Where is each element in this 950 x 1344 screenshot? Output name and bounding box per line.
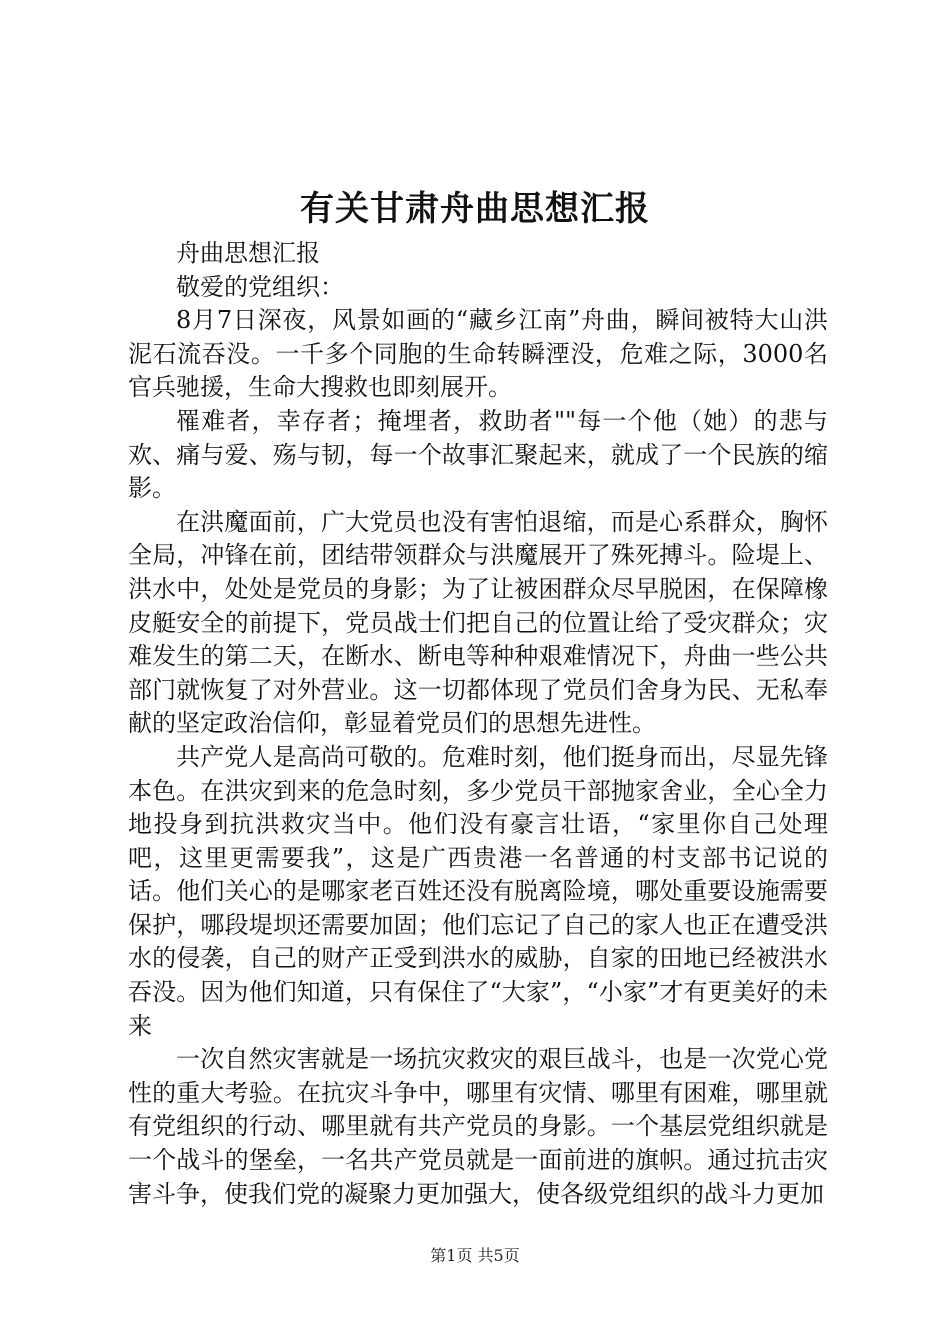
paragraph: 8月7日深夜，风景如画的“藏乡江南”舟曲，瞬间被特大山洪泥石流吞没。一千多个同胞的生命转瞬湮没，危难之际，3000名官兵驰援，生命大搜救也即刻展开。: [128, 306, 828, 402]
paragraph: 共产党人是高尚可敬的。危难时刻，他们挺身而出，尽显先锋本色。在洪灾到来的危急时刻，多少党员干部抛家舍业，全心全力地投身到抗洪救灾当中。他们没有豪言壮语，“家里你自己处理吧，这里更需要我”，这是广西贵港一名普通的村支部书记说的话。他们关心的是哪家老百姓还没有脱离险境，哪处重要设施需要保护，哪段堤坝还需要加固；他们忘记了自己的家人也正在遭受洪水的侵袭，自己的财产正受到洪水的威胁，自家的田地已经被洪水吞没。因为他们知道，只有保住了“大家”，“小家”才有更美好的未来: [128, 742, 828, 1040]
paragraph-subtitle: 舟曲思想汇报: [176, 239, 320, 267]
document-body: [128, 237, 828, 1211]
document-title: 有关甘肃舟曲思想汇报: [300, 189, 650, 229]
page-number-footer: 第1页 共5页: [430, 1246, 520, 1265]
paragraph-salutation: 敬爱的党组织：: [176, 272, 344, 301]
paragraph: 在洪魔面前，广大党员也没有害怕退缩，而是心系群众，胸怀全局，冲锋在前，团结带领群众与洪魔展开了殊死搏斗。险堤上、洪水中，处处是党员的身影；为了让被困群众尽早脱困，在保障橡皮艇安全的前提下，党员战士们把自己的位置让给了受灾群众；灾难发生的第二天，在断水、断电等种种艰难情况下，舟曲一些公共部门就恢复了对外营业。这一切都体现了党员们舍身为民、无私奉献的坚定政治信仰，彰显着党员们的思想先进性。: [128, 507, 828, 738]
paragraph: 罹难者，幸存者；掩埋者，救助者""每一个他（她）的悲与欢、痛与爱、殇与韧，每一个故事汇聚起来，就成了一个民族的缩影。: [128, 406, 828, 503]
paragraph: 一次自然灾害就是一场抗灾救灾的艰巨战斗，也是一次党心党性的重大考验。在抗灾斗争中，哪里有灾情、哪里有困难，哪里就有党组织的行动、哪里就有共产党员的身影。一个基层党组织就是一个战斗的堡垒，一名共产党员就是一面前进的旗帜。通过抗击灾害斗争，使我们党的凝聚力更加强大，使各级党组织的战斗力更加: [128, 1045, 828, 1208]
